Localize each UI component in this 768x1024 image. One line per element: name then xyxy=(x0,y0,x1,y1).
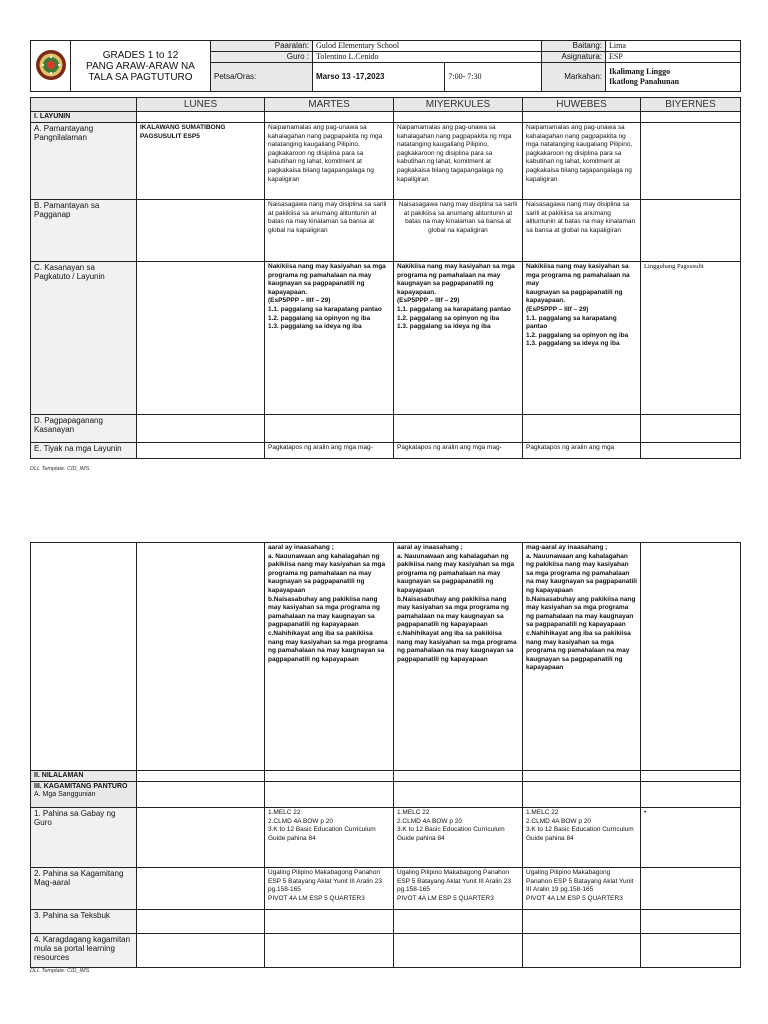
section-kagamitang-panturo: III. KAGAMITANG PANTURO A. Mga Sanggunian xyxy=(31,782,137,808)
guro-label: Guro : xyxy=(211,52,313,63)
cell-a-biyernes xyxy=(641,123,741,200)
dll-grid-page-2 xyxy=(30,542,741,968)
cell-e-lunes xyxy=(137,443,265,459)
cell-c-martes: Nakikiisa nang may kasiyahan sa mga programa ng pamahalaan na may kaugnayan sa pagpapanatili ng kapayapaan. (EsP5PPP – IIIf – 29) 1.1. paggalang sa karapatang pantao 1.2. paggalang sa opinyon ng iba 1.3. paggalang sa ideya ng iba xyxy=(265,262,394,415)
day-header-lunes: LUNES xyxy=(137,98,265,112)
cont-biyernes xyxy=(641,543,741,771)
r1-miyerkules: 1.MELC 22 2.CLMD 4A BOW p 20 3.K to 12 Basic Education Curriculum Guide pahina 84 xyxy=(394,808,523,868)
cell-a-miyerkules: Naipamamalas ang pag-unawa sa kahalagahan nang pagpapakita ng mga natatanging kaugaliang Pilipino, pagkakaroon ng disiplina para sa kabutihan ng lahat, komitment at pagkakaisa bilang tagapangalaga ng kapaligiran xyxy=(394,123,523,200)
corner-cell xyxy=(31,98,137,112)
row-label-kasanayan-sa-pagkatuto: C. Kasanayan sa Pagkatuto / Layunin xyxy=(31,262,137,415)
section-nilalaman: II. NILALAMAN xyxy=(31,771,137,782)
cell-b-huwebes: Naisasagawa nang may disiplina sa sarili at pakikiisa sa anumang alituntunin at batas na may kinalaman sa bansa at global na kapaligiran xyxy=(523,200,641,262)
day-header-miyerkules: MIYERKULES xyxy=(394,98,523,112)
cell-e-biyernes xyxy=(641,443,741,459)
day-header-huwebes: HUWEBES xyxy=(523,98,641,112)
cell-e-huwebes: Pagkatapos ng aralin ang mga xyxy=(523,443,641,459)
footer-template-label-1: DLL Template: CID_IMS xyxy=(30,466,90,472)
cont-huwebes: mag-aaral ay inaasahang ; a. Nauunawaan ang kahalagahan ng pakikiisa nang may kasiyahan sa mga programa ng pamahalaan na may kaugnayan sa pagpapanatili ng kapayapaan b.Naisasabuhay ang pakikiisa nang may kasiyahan sa mga programa ng pamahalaan na may kaugnayan sa pagpapanatili ng kapayapaan c.Nahihikayat ang iba sa pakikiisa nang may kasiyahan sa mga programa ng pamahalaan na may kaugnayan sa pagpapanatili ng kapayapaan xyxy=(523,543,641,771)
r2-lunes xyxy=(137,868,265,910)
cell-a-martes: Naipamamalas ang pag-unawa sa kahalagahan nang pagpapakita ng mga natatanging kaugaliang Pilipino, pagkakaroon ng disiplina para sa kabutihan ng lahat, komitment at pagkakaisa bilang tagapangalaga ng kapaligiran xyxy=(265,123,394,200)
cell-e-martes: Pagkatapos ng aralin ang mga mag- xyxy=(265,443,394,459)
petsa-oras-cell xyxy=(313,63,542,92)
r1-lunes xyxy=(137,808,265,868)
cell-b-miyerkules: Naisasagawa nang may disiplina sa sarili at pakikiisa sa anumang alituntunin at batas na may kinalaman sa bansa at global na kapaligiran xyxy=(394,200,523,262)
cell-a-huwebes: Naipamamalas ang pag-unawa sa kahalagahan nang pagpapakita ng mga natatanging kaugaliang Pilipino, pagkakaroon ng disiplina para sa kabutihan ng lahat, komitment at pagkakaisa bilang tagapangalaga ng kapaligiran xyxy=(523,123,641,200)
petsa-value: Marso 13 -17,2023 xyxy=(316,72,385,81)
asignatura-label: Asignatura: xyxy=(542,52,606,63)
baitang-value: Lima xyxy=(606,41,741,52)
deped-seal-logo xyxy=(31,41,71,92)
paaralan-label: Paaralan: xyxy=(211,41,313,52)
paaralan-value: Gulod Elementary School xyxy=(313,41,542,52)
cont-miyerkules: aaral ay inaasahang ; a. Nauunawaan ang kahalagahan ng pakikiisa nang may kasiyahan sa mga programa ng pamahalaan na may kaugnayan sa pagpapanatili ng kapayapaan b.Naisasabuhay ang pakikiisa nang may kasiyahan sa mga programa ng pamahalaan na may kaugnayan sa pagpapanatili ng kapayapaan c.Nahihikayat ang iba sa pakikiisa nang may kasiyahan sa mga programa ng pamahalaan na may kaugnayan sa pagpapanatili ng kapayapaan xyxy=(394,543,523,771)
row-label-teksbuk: 3. Pahina sa Teksbuk xyxy=(31,910,137,934)
row-label-karagdagang-kagamitan: 4. Karagdagang kagamitan mula sa portal learning resources xyxy=(31,934,137,968)
cell-c-miyerkules: Nakikiisa nang may kasiyahan sa mga programa ng pamahalaan na may kaugnayan sa pagpapanatili ng kapayapaan. (EsP5PPP – IIIf – 29) 1.1. paggalang sa karapatang pantao 1.2. paggalang sa opinyon ng iba 1.3. paggalang sa ideya ng iba xyxy=(394,262,523,415)
cell-b-martes: Naisasagawa nang may disiplina sa sarili at pakikiisa sa anumang alituntunin at batas na may kinalaman sa bansa at global na kapaligiran xyxy=(265,200,394,262)
cont-label-cell xyxy=(31,543,137,771)
day-header-martes: MARTES xyxy=(265,98,394,112)
cell-c-huwebes: Nakikiisa nang may kasiyahan sa mga programa ng pamahalaan na may kaugnayan sa pagpapanatili ng kapayapaan. (EsP5PPP – IIIf – 29) 1.1. paggalang sa karapatang pantao 1.2. paggalang sa opinyon ng iba 1.3. paggalang sa ideya ng iba xyxy=(523,262,641,415)
footer-template-label-2: DLL Template: CID_IMS xyxy=(30,968,90,974)
r2-biyernes xyxy=(641,868,741,910)
row-label-pagpapaganang-kasanayan: D. Pagpapaganang Kasanayan xyxy=(31,415,137,443)
r1-biyernes: • xyxy=(641,808,741,868)
dll-grid-page-1 xyxy=(30,97,741,459)
cell-b-lunes xyxy=(137,200,265,262)
r2-huwebes: Ugaling Pilipino Makabagong Panahon ESP 5 Batayang Aklat Yunit III Aralin 19 pg.158-165 PIVOT 4A LM ESP 5 QUARTER3 xyxy=(523,868,641,910)
document-title: GRADES 1 to 12 PANG ARAW-ARAW NA TALA SA PAGTUTURO xyxy=(71,41,211,92)
cell-e-miyerkules: Pagkatapos ng aralin ang mga mag- xyxy=(394,443,523,459)
markahan-value: Ikalimang Linggo Ikatlong Panahunan xyxy=(606,63,741,92)
r2-martes: Ugaling Pilipino Makabagong Panahon ESP 5 Batayang Aklat Yunit III Aralin 23 pg.158-165 PIVOT 4A LM ESP 5 QUARTER3 xyxy=(265,868,394,910)
markahan-label: Markahan: xyxy=(542,63,606,92)
oras-value: 7:00- 7:30 xyxy=(445,63,541,91)
row-label-tiyak-na-layunin: E. Tiyak na mga Layunin xyxy=(31,443,137,459)
row-label-pamantayang-pangnilalaman: A. Pamantayang Pangnilalaman xyxy=(31,123,137,200)
header-table xyxy=(30,40,741,92)
cell-c-biyernes: Lingguhang Pagsusulit xyxy=(641,262,741,415)
section-layunin: I. LAYUNIN xyxy=(31,112,137,123)
guro-value: Tolentino L.Cenido xyxy=(313,52,542,63)
baitang-label: Baitang: xyxy=(542,41,606,52)
r2-miyerkules: Ugaling Pilipino Makabagong Panahon ESP 5 Batayang Aklat Yunit III Aralin 23 pg.158-165 PIVOT 4A LM ESP 5 QUARTER3 xyxy=(394,868,523,910)
row-label-pamantayan-sa-pagganap: B. Pamantayan sa Pagganap xyxy=(31,200,137,262)
cont-martes: aaral ay inaasahang ; a. Nauunawaan ang kahalagahan ng pakikiisa nang may kasiyahan sa mga programa ng pamahalaan na may kaugnayan sa pagpapanatili ng kapayapaan b.Naisasabuhay ang pakikiisa nang may kasiyahan sa mga programa ng pamahalaan na may kaugnayan sa pagpapanatili ng kapayapaan c.Nahihikayat ang iba sa pakikiisa nang may kasiyahan sa mga programa ng pamahalaan na may kaugnayan sa pagpapanatili ng kapayapaan xyxy=(265,543,394,771)
row-label-kagamitang-mag-aaral: 2. Pahina sa Kagamitang Mag-aaral xyxy=(31,868,137,910)
r1-huwebes: 1.MELC 22 2.CLMD 4A BOW p 20 3.K to 12 Basic Education Curriculum Guide pahina 84 xyxy=(523,808,641,868)
cell-a-lunes: IKALAWANG SUMATIBONG PAGSUSULIT ESP5 xyxy=(137,123,265,200)
day-header-biyernes: BIYERNES xyxy=(641,98,741,112)
row-label-gabay-ng-guro: 1. Pahina sa Gabay ng Guro xyxy=(31,808,137,868)
cell-c-lunes xyxy=(137,262,265,415)
cell-b-biyernes xyxy=(641,200,741,262)
r1-martes: 1.MELC 22 2.CLMD 4A BOW p 20 3.K to 12 Basic Education Curriculum Guide pahina 84 xyxy=(265,808,394,868)
cont-lunes xyxy=(137,543,265,771)
asignatura-value: ESP xyxy=(606,52,741,63)
petsa-label: Petsa/Oras: xyxy=(211,63,313,92)
